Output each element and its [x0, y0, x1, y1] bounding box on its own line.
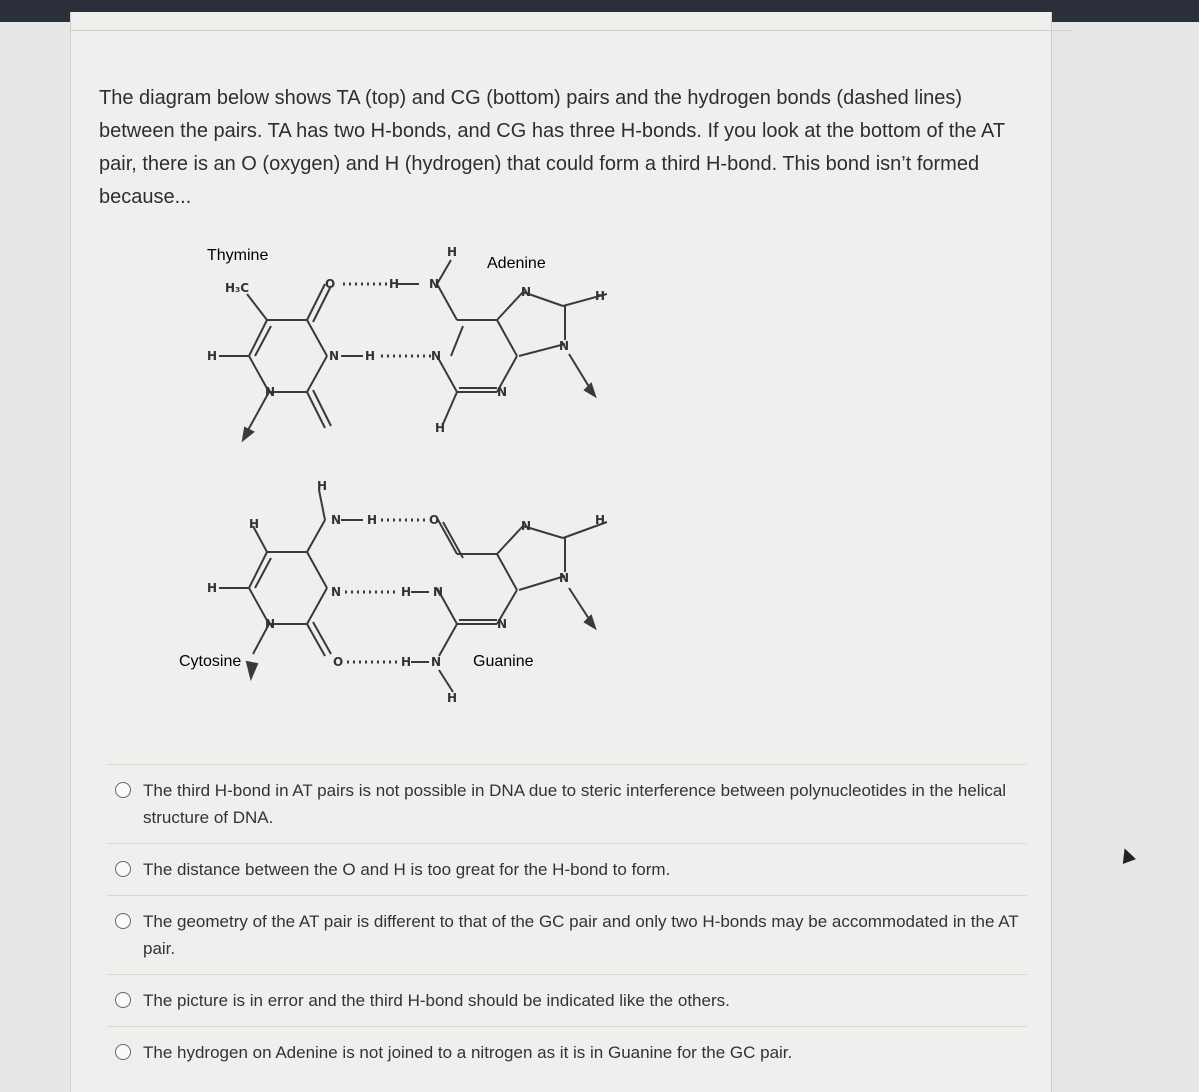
question-text: The diagram below shows TA (top) and CG (bottom) pairs and the hydrogen bonds (dashed lines) between the pairs. TA has two H-bonds, and CG has three H-bonds. If you look at the bottom of the AT pair, there is an O (oxygen) and H (hydrogen) that could form a third H-bond. This bond isn’t formed because...	[99, 87, 1005, 208]
answer-option-4[interactable]	[107, 975, 1027, 1026]
atom-n: N	[265, 617, 276, 631]
atom-n: N	[331, 585, 342, 599]
question-card	[70, 12, 1052, 1092]
atom-h: H	[401, 655, 412, 669]
answer-option-5[interactable]	[107, 1027, 1027, 1078]
adenine-label: Adenine	[487, 255, 546, 272]
atom-h: H	[389, 277, 400, 291]
atom-h: H	[367, 513, 378, 527]
atom-o: O	[429, 513, 440, 527]
atom-h: H	[249, 517, 260, 531]
atom-n: N	[331, 513, 342, 527]
atom-n: N	[433, 585, 444, 599]
option-label: The hydrogen on Adenine is not joined to a nitrogen as it is in Guanine for the GC pair.	[143, 1043, 793, 1062]
atom-n: N	[497, 617, 508, 631]
card-divider	[71, 30, 1073, 31]
atom-n: N	[429, 277, 440, 291]
answer-option-3[interactable]	[107, 896, 1027, 974]
mouse-cursor-icon	[1118, 846, 1136, 864]
atom-h: H	[401, 585, 412, 599]
option-label: The geometry of the AT pair is different to that of the GC pair and only two H-bonds may be accommodated in the AT pair.	[143, 912, 1019, 958]
radio-button[interactable]	[115, 913, 131, 929]
answer-option-1[interactable]	[107, 765, 1027, 843]
atom-o: O	[325, 277, 336, 291]
atom-n: N	[559, 339, 570, 353]
atom-n: N	[521, 519, 532, 533]
answer-options	[107, 764, 1027, 1078]
atom-h: H	[207, 349, 218, 363]
atom-h: H	[447, 691, 458, 705]
atom-h: H	[207, 581, 218, 595]
radio-button[interactable]	[115, 992, 131, 1008]
methyl-group-label: H₃C	[225, 281, 250, 295]
guanine-label: Guanine	[473, 653, 534, 670]
option-label: The third H-bond in AT pairs is not possible in DNA due to steric interference between polynucleotides in the helical structure of DNA.	[143, 781, 1007, 827]
atom-n: N	[431, 349, 442, 363]
cytosine-label: Cytosine	[179, 653, 242, 670]
radio-button[interactable]	[115, 1044, 131, 1060]
answer-option-2[interactable]	[107, 844, 1027, 895]
atom-h: H	[435, 421, 446, 435]
atom-h: H	[317, 479, 328, 493]
radio-button[interactable]	[115, 861, 131, 877]
atom-n: N	[559, 571, 570, 585]
thymine-label: Thymine	[207, 247, 269, 264]
atom-n: N	[497, 385, 508, 399]
atom-h: H	[595, 289, 606, 303]
atom-n: N	[329, 349, 340, 363]
atom-h: H	[595, 513, 606, 527]
atom-n: N	[431, 655, 442, 669]
atom-h: H	[365, 349, 376, 363]
atom-n: N	[521, 285, 532, 299]
atom-n: N	[265, 385, 276, 399]
base-pair-diagram	[167, 232, 607, 712]
atom-h: H	[447, 245, 458, 259]
radio-button[interactable]	[115, 782, 131, 798]
option-label: The distance between the O and H is too great for the H-bond to form.	[143, 860, 671, 879]
atom-o: O	[333, 655, 344, 669]
option-label: The picture is in error and the third H-bond should be indicated like the others.	[143, 991, 730, 1010]
